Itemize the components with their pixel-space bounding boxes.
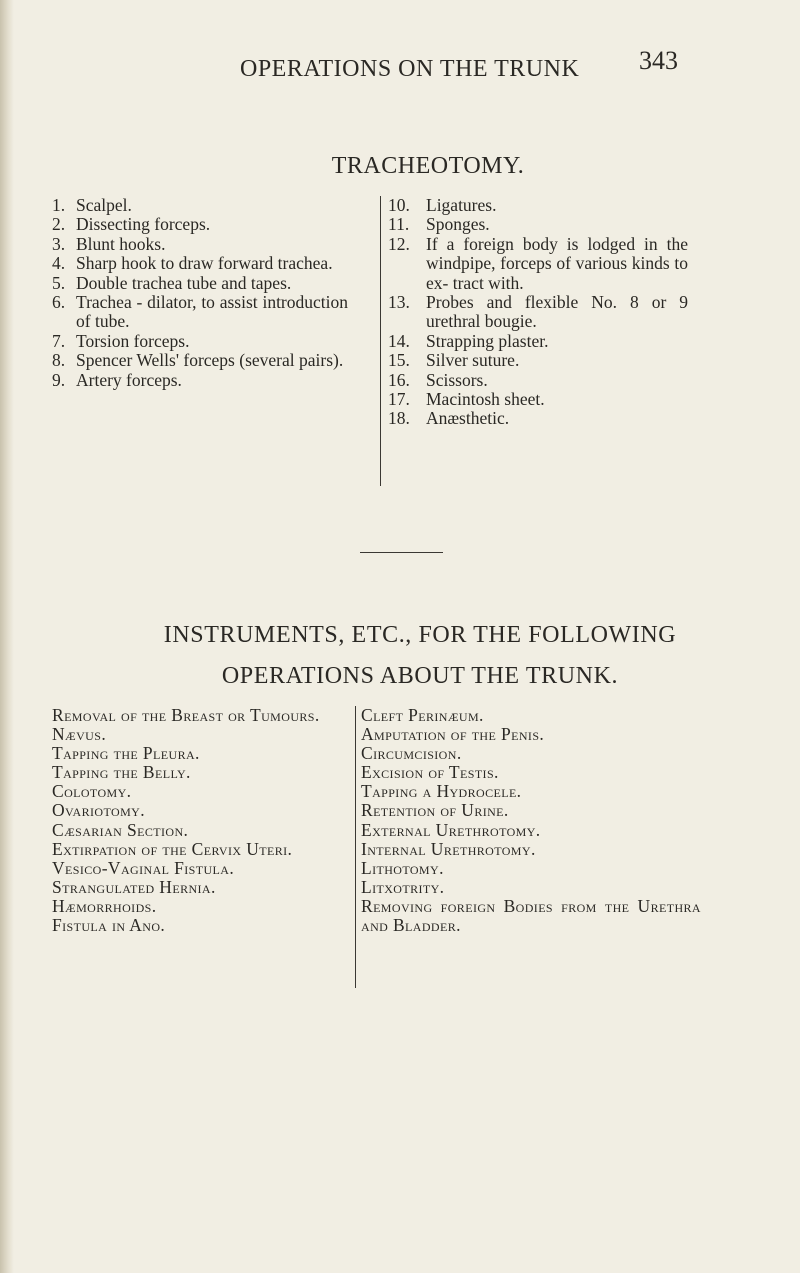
list-item-number: 16.: [388, 369, 410, 390]
list-item-text: Probes and flexible No. 8 or 9 urethral bougie.: [426, 292, 688, 332]
list-item-text: Artery forceps.: [76, 369, 182, 390]
operations-column-divider: [355, 706, 356, 988]
list-item: [388, 332, 688, 351]
running-head: [0, 46, 800, 86]
operation-item: Lithotomy.: [361, 857, 444, 878]
operation-item: Nævus.: [52, 724, 107, 745]
operation-item: Internal Urethrotomy.: [361, 838, 536, 859]
list-item-number: 6.: [52, 292, 66, 313]
list-item: [388, 196, 688, 215]
instruments-heading-line-1: INSTRUMENTS, ETC., FOR THE FOLLOWING: [163, 622, 677, 648]
list-item: [52, 332, 348, 351]
list-item: [52, 235, 348, 254]
operation-item: Strangulated Hernia.: [52, 876, 216, 897]
instruments-heading-line-2: OPERATIONS ABOUT THE TRUNK.: [221, 663, 619, 689]
list-item-number: 15.: [388, 350, 410, 371]
list-item: [388, 390, 688, 409]
list-item-text: Torsion forceps.: [76, 330, 190, 351]
list-item: [388, 293, 688, 332]
list-item-text: Sponges.: [426, 214, 490, 235]
operation-item: Cleft Perinæum.: [361, 705, 484, 725]
list-item-text: Anæsthetic.: [426, 408, 510, 429]
list-item-number: 18.: [388, 408, 410, 429]
list-item: [52, 274, 348, 293]
list-item-text: Strapping plaster.: [426, 330, 549, 351]
list-item-number: 3.: [52, 233, 66, 254]
list-item-text: Dissecting forceps.: [76, 214, 211, 235]
list-item-number: 4.: [52, 253, 66, 274]
list-item-number: 11.: [388, 214, 410, 235]
list-item-text: Double trachea tube and tapes.: [76, 272, 292, 293]
list-item-text: Scissors.: [426, 369, 488, 390]
list-item-text: If a foreign body is lodged in the windpipe, forceps of various kinds to ex- tract with.: [426, 233, 688, 293]
running-title: OPERATIONS ON THE TRUNK: [240, 56, 580, 82]
column-divider: [380, 196, 381, 486]
list-item-number: 1.: [52, 195, 66, 215]
operation-item: Extirpation of the Cervix Uteri.: [52, 838, 293, 859]
operation-item: Colotomy.: [52, 781, 132, 802]
list-item-text: Macintosh sheet.: [426, 389, 545, 410]
list-item-text: Sharp hook to draw forward trachea.: [76, 253, 333, 274]
list-item-text: Ligatures.: [426, 195, 497, 215]
operation-item: Excision of Testis.: [361, 762, 499, 783]
list-item-number: 12.: [388, 233, 410, 254]
list-item-number: 10.: [388, 195, 410, 215]
tracheotomy-title: TRACHEOTOMY.: [331, 153, 525, 179]
list-item: [388, 215, 688, 234]
operation-item: Fistula in Ano.: [52, 915, 166, 936]
operation-item: Removal of the Breast or Tumours.: [52, 705, 320, 725]
list-item-number: 7.: [52, 330, 66, 351]
list-item: [388, 235, 688, 293]
list-item-text: Blunt hooks.: [76, 233, 166, 254]
operations-right-column: [361, 706, 701, 935]
operation-item: Litхotrity.: [361, 876, 445, 897]
list-item-number: 2.: [52, 214, 66, 235]
list-item-number: 9.: [52, 369, 66, 390]
list-item-text: Scalpel.: [76, 195, 132, 215]
list-item: [52, 196, 348, 215]
list-item-text: Spencer Wells' forceps (several pairs).: [76, 350, 344, 371]
operation-item: Amputation of the Penis.: [361, 724, 545, 745]
tracheotomy-right-column: [388, 196, 688, 429]
list-item: [52, 371, 348, 390]
tracheotomy-left-column: [52, 196, 348, 390]
list-item: [52, 293, 348, 332]
page-number: 343: [639, 46, 678, 75]
list-item: [388, 409, 688, 428]
operation-item: Ovariotomy.: [52, 800, 145, 821]
operation-item: Removing foreign Bodies from the Urethra and Bladder.: [361, 895, 701, 936]
list-item: [388, 371, 688, 390]
list-item: [388, 351, 688, 370]
list-item-number: 17.: [388, 389, 410, 410]
operation-item: Tapping the Pleura.: [52, 743, 200, 764]
list-item-text: Trachea - dilator, to assist introduction of tube.: [76, 292, 348, 332]
operation-item: Vesico-Vaginal Fistula.: [52, 857, 235, 878]
operation-item: Hæmorrhoids.: [52, 895, 157, 916]
operation-item: Cæsarian Section.: [52, 819, 189, 840]
list-item-number: 13.: [388, 292, 410, 313]
list-item: [52, 351, 348, 370]
operation-item: External Urethrotomy.: [361, 819, 541, 840]
operation-item: Retention of Urine.: [361, 800, 509, 821]
operations-left-column: [52, 706, 354, 935]
list-item-number: 14.: [388, 330, 410, 351]
list-item-number: 5.: [52, 272, 66, 293]
list-item: [52, 254, 348, 273]
list-item-text: Silver suture.: [426, 350, 520, 371]
section-rule: [360, 552, 443, 553]
operation-item: Tapping a Hydrocele.: [361, 781, 522, 802]
operation-item: Circumcision.: [361, 743, 462, 764]
list-item-number: 8.: [52, 350, 66, 371]
list-item: [52, 215, 348, 234]
operation-item: Tapping the Belly.: [52, 762, 191, 783]
